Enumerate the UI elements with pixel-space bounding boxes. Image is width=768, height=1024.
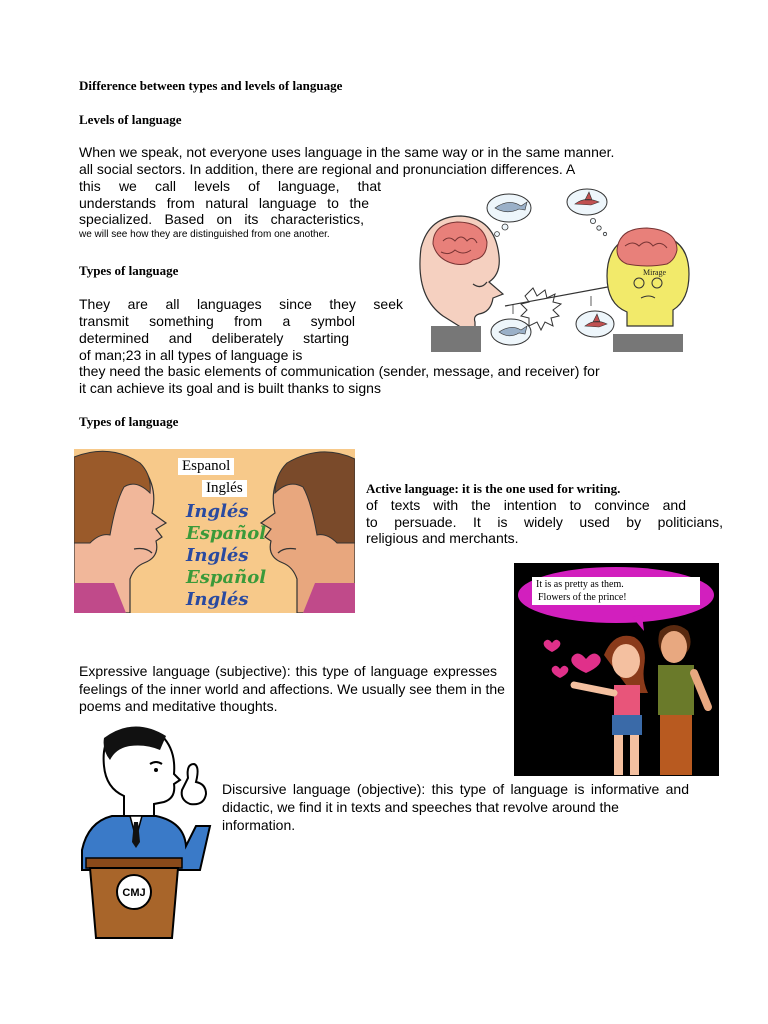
word-ingles-1: Inglés bbox=[186, 501, 249, 522]
types-line-6: it can achieve its goal and is built thanks to signs bbox=[79, 380, 381, 396]
levels-line-6: we will see how they are distinguished from one another. bbox=[79, 229, 330, 240]
boy-pants bbox=[660, 715, 692, 775]
speaker-illustration bbox=[72, 722, 214, 940]
expressive-line-2: feelings of the inner world and affections. We usually see them in the bbox=[79, 681, 505, 697]
word-espanol-1: Español bbox=[186, 523, 267, 544]
types-line-2: transmit something from a symbol bbox=[79, 313, 355, 329]
active-language-heading: Active language: it is the one used for writing. bbox=[366, 481, 621, 496]
discursive-line-2: didactic, we find it in texts and speeches that revolve around the bbox=[222, 799, 619, 815]
couple-illustration bbox=[514, 563, 719, 776]
espanol-overlay-label: Espanol bbox=[178, 458, 234, 475]
expressive-line-1: Expressive language (subjective): this type of language expresses bbox=[79, 663, 497, 679]
communication-illustration bbox=[413, 186, 693, 352]
language-faces-illustration bbox=[74, 449, 355, 613]
bubble-line-1: It is as pretty as them. bbox=[536, 579, 624, 590]
heart-icon-small-1 bbox=[544, 640, 561, 652]
types-line-5: they need the basic elements of communication (sender, message, and receiver) for bbox=[79, 363, 600, 379]
girl-top bbox=[614, 685, 640, 715]
levels-line-5: specialized. Based on its characteristics, bbox=[79, 211, 364, 227]
discursive-line-3: information. bbox=[222, 817, 296, 833]
speech-bubble-text-box bbox=[532, 577, 700, 605]
receiver-brain-icon bbox=[617, 228, 677, 266]
sender-shoulders bbox=[431, 326, 481, 352]
discursive-line-1: Discursive language (objective): this type of language is informative and bbox=[222, 781, 689, 797]
active-line-4: religious and merchants. bbox=[366, 530, 519, 546]
language-words-stack bbox=[186, 501, 266, 611]
bubble-line-2: Flowers of the prince! bbox=[538, 592, 627, 603]
thumbs-up-hand bbox=[182, 764, 206, 804]
receiver-shoulders bbox=[613, 334, 683, 352]
document-title: Difference between types and levels of language bbox=[79, 78, 343, 93]
word-ingles-2: Inglés bbox=[186, 545, 249, 566]
word-espanol-2: Español bbox=[186, 567, 267, 588]
levels-line-4: understands from natural language to the bbox=[79, 195, 369, 211]
active-line-2: of texts with the intention to convince and bbox=[366, 497, 686, 513]
girl-shorts bbox=[612, 715, 642, 735]
sender-brain-icon bbox=[433, 222, 487, 265]
levels-line-2: all social sectors. In addition, there are regional and pronunciation differences. A bbox=[79, 161, 576, 177]
levels-line-1: When we speak, not everyone uses language in the same way or in the same manner. bbox=[79, 144, 615, 160]
types-heading-2: Types of language bbox=[79, 414, 179, 429]
word-ingles-3: Inglés bbox=[186, 589, 249, 610]
mirage-label: Mirage bbox=[643, 268, 667, 277]
expressive-line-3: poems and meditative thoughts. bbox=[79, 698, 278, 714]
podium-top bbox=[86, 858, 182, 868]
heart-icon-small-2 bbox=[552, 666, 569, 678]
heart-icon-large bbox=[571, 653, 600, 673]
types-heading-1: Types of language bbox=[79, 263, 179, 278]
ingles-overlay-label: Inglés bbox=[202, 480, 247, 497]
boy-shirt bbox=[658, 665, 694, 715]
types-line-4: of man;23 in all types of language is bbox=[79, 347, 303, 363]
active-line-3: to persuade. It is widely used by politicians, bbox=[366, 514, 723, 530]
podium-emblem-text: CMJ bbox=[122, 887, 146, 899]
types-line-3: determined and deliberately starting bbox=[79, 330, 349, 346]
levels-heading: Levels of language bbox=[79, 112, 182, 127]
types-line-1: They are all languages since they seek bbox=[79, 296, 403, 312]
levels-line-3: this we call levels of language, that bbox=[79, 178, 381, 194]
